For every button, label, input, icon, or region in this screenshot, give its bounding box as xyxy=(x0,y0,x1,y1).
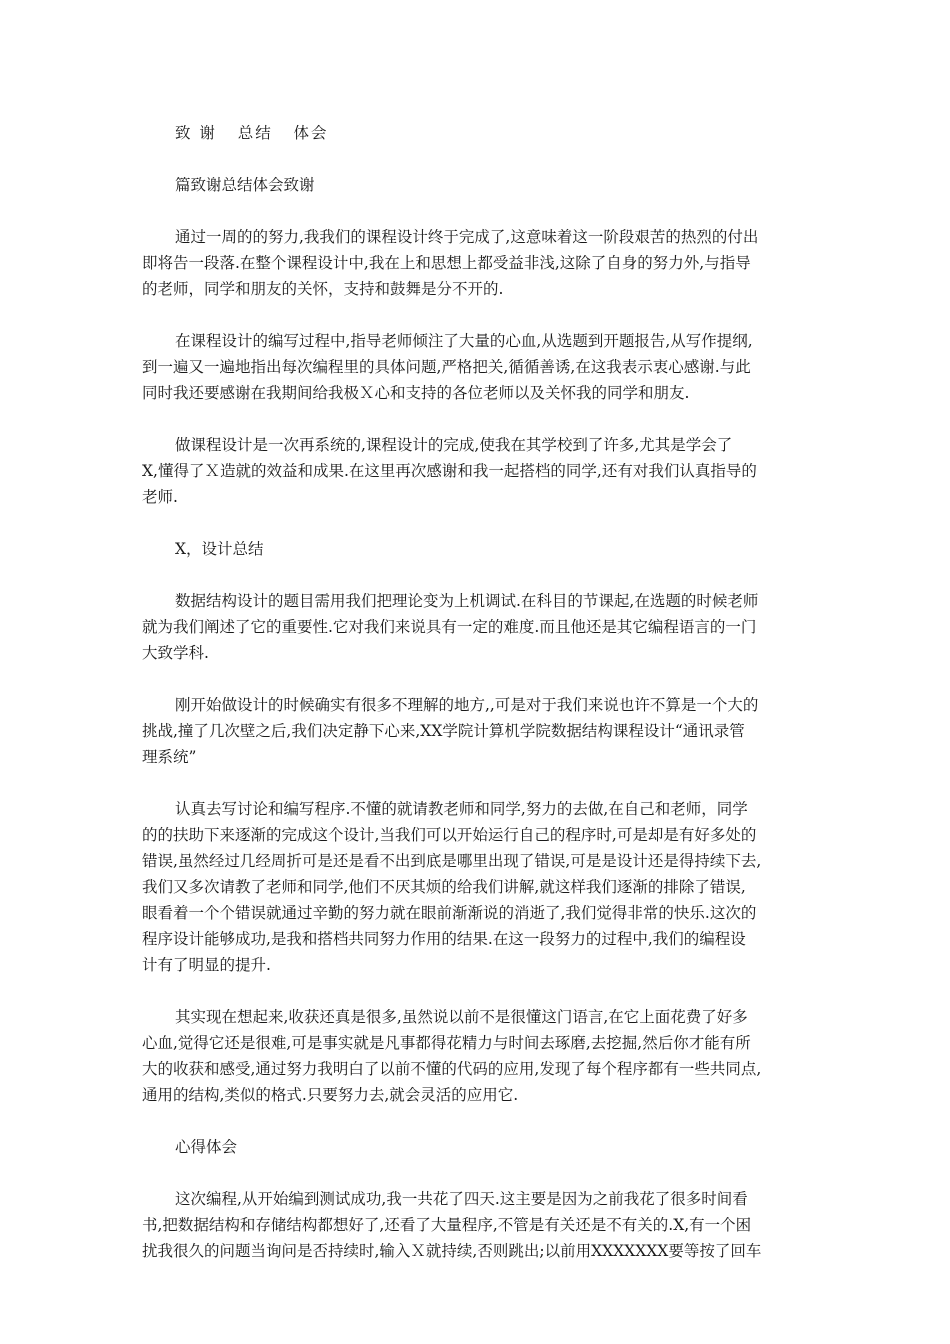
text-line: 通过一周的的努力,我我们的课程设计终于完成了,这意味着这一阶段艰苦的热烈的付出 xyxy=(175,228,759,246)
text-line: 的的扶助下来逐渐的完成这个设计,当我们可以开始运行自己的程序时,可是却是有好多处的 xyxy=(142,826,757,844)
text-line: 的老师，同学和朋友的关怀，支持和鼓舞是分不开的. xyxy=(142,280,504,298)
document-page xyxy=(142,120,812,1290)
text-line: 即将告一段落.在整个课程设计中,我在上和思想上都受益非浅,这除了自身的努力外,与指导 xyxy=(142,254,751,272)
text-line: 扰我很久的问题当询问是否持续时,输入Ｘ就持续,否则跳出;以前用XXXXXXX要等按了回车 xyxy=(142,1242,762,1260)
text-line: X,懂得了Ｘ造就的效益和成果.在这里再次感谢和我一起搭档的同学,还有对我们认真指导的 xyxy=(142,462,757,480)
paragraph xyxy=(142,796,812,978)
paragraph xyxy=(142,224,812,302)
text-line: 计有了明显的提升. xyxy=(142,956,271,974)
paragraph xyxy=(142,328,812,406)
text-line: 在课程设计的编写过程中,指导老师倾注了大量的心血,从选题到开题报告,从写作提纲, xyxy=(175,332,753,350)
text-line: 刚开始做设计的时候确实有很多不理解的地方,,可是对于我们来说也许不算是一个大的 xyxy=(175,696,759,714)
text-line: 同时我还要感谢在我期间给我极Ｘ心和支持的各位老师以及关怀我的同学和朋友. xyxy=(142,384,690,402)
section-heading: X，设计总结 xyxy=(175,540,264,558)
section-experience xyxy=(142,1134,812,1264)
text-line: 到一遍又一遍地指出每次编程里的具体问题,严格把关,循循善诱,在这我表示衷心感谢.与此 xyxy=(142,358,751,376)
text-line: 理系统” xyxy=(142,748,197,766)
text-line: 数据结构设计的题目需用我们把理论变为上机调试.在科目的节课起,在选题的时候老师 xyxy=(175,592,759,610)
paragraph xyxy=(142,1004,812,1108)
paragraph xyxy=(142,1186,812,1264)
section-heading: 心得体会 xyxy=(175,1138,238,1156)
paragraph xyxy=(142,588,812,666)
text-line: 大致学科. xyxy=(142,644,209,662)
text-line: 眼看着一个个错误就通过辛勤的努力就在眼前渐渐说的消逝了,我们觉得非常的快乐.这次的 xyxy=(142,904,757,922)
text-line: 这次编程,从开始编到测试成功,我一共花了四天.这主要是因为之前我花了很多时间看 xyxy=(175,1190,748,1208)
text-line: 做课程设计是一次再系统的,课程设计的完成,使我在其学校到了许多,尤其是学会了 xyxy=(175,436,733,454)
document-subtitle: 篇致谢总结体会致谢 xyxy=(175,176,315,194)
text-line: 错误,虽然经过几经周折可是还是看不出到底是哪里出现了错误,可是是设计还是得持续下去, xyxy=(142,852,762,870)
section-acknowledgement xyxy=(142,224,812,510)
document-title: 致 谢 总结 体会 xyxy=(175,124,329,142)
text-line: 其实现在想起来,收获还真是很多,虽然说以前不是很懂这门语言,在它上面花费了好多 xyxy=(175,1008,748,1026)
text-line: 认真去写讨论和编写程序.不懂的就请教老师和同学,努力的去做,在自己和老师，同学 xyxy=(175,800,748,818)
text-line: 通用的结构,类似的格式.只要努力去,就会灵活的应用它. xyxy=(142,1086,519,1104)
text-line: 挑战,撞了几次壁之后,我们决定静下心来,XX学院计算机学院数据结构课程设计“通讯录管 xyxy=(142,722,745,740)
text-line: 书,把数据结构和存储结构都想好了,还看了大量程序,不管是有关还是不有关的.X,有一个困 xyxy=(142,1216,752,1234)
text-line: 我们又多次请教了老师和同学,他们不厌其烦的给我们讲解,就这样我们逐渐的排除了错误, xyxy=(142,878,746,896)
text-line: 心血,觉得它还是很难,可是事实就是凡事都得花精力与时间去琢磨,去挖掘,然后你才能有所 xyxy=(142,1034,751,1052)
text-line: 大的收获和感受,通过努力我明白了以前不懂的代码的应用,发现了每个程序都有一些共同点, xyxy=(142,1060,762,1078)
section-design-summary xyxy=(142,536,812,1108)
paragraph xyxy=(142,692,812,770)
text-line: 老师. xyxy=(142,488,178,506)
text-line: 就为我们阐述了它的重要性.它对我们来说具有一定的难度.而且他还是其它编程语言的一门 xyxy=(142,618,757,636)
text-line: 程序设计能够成功,是我和搭档共同努力作用的结果.在这一段努力的过程中,我们的编程设 xyxy=(142,930,746,948)
paragraph xyxy=(142,432,812,510)
